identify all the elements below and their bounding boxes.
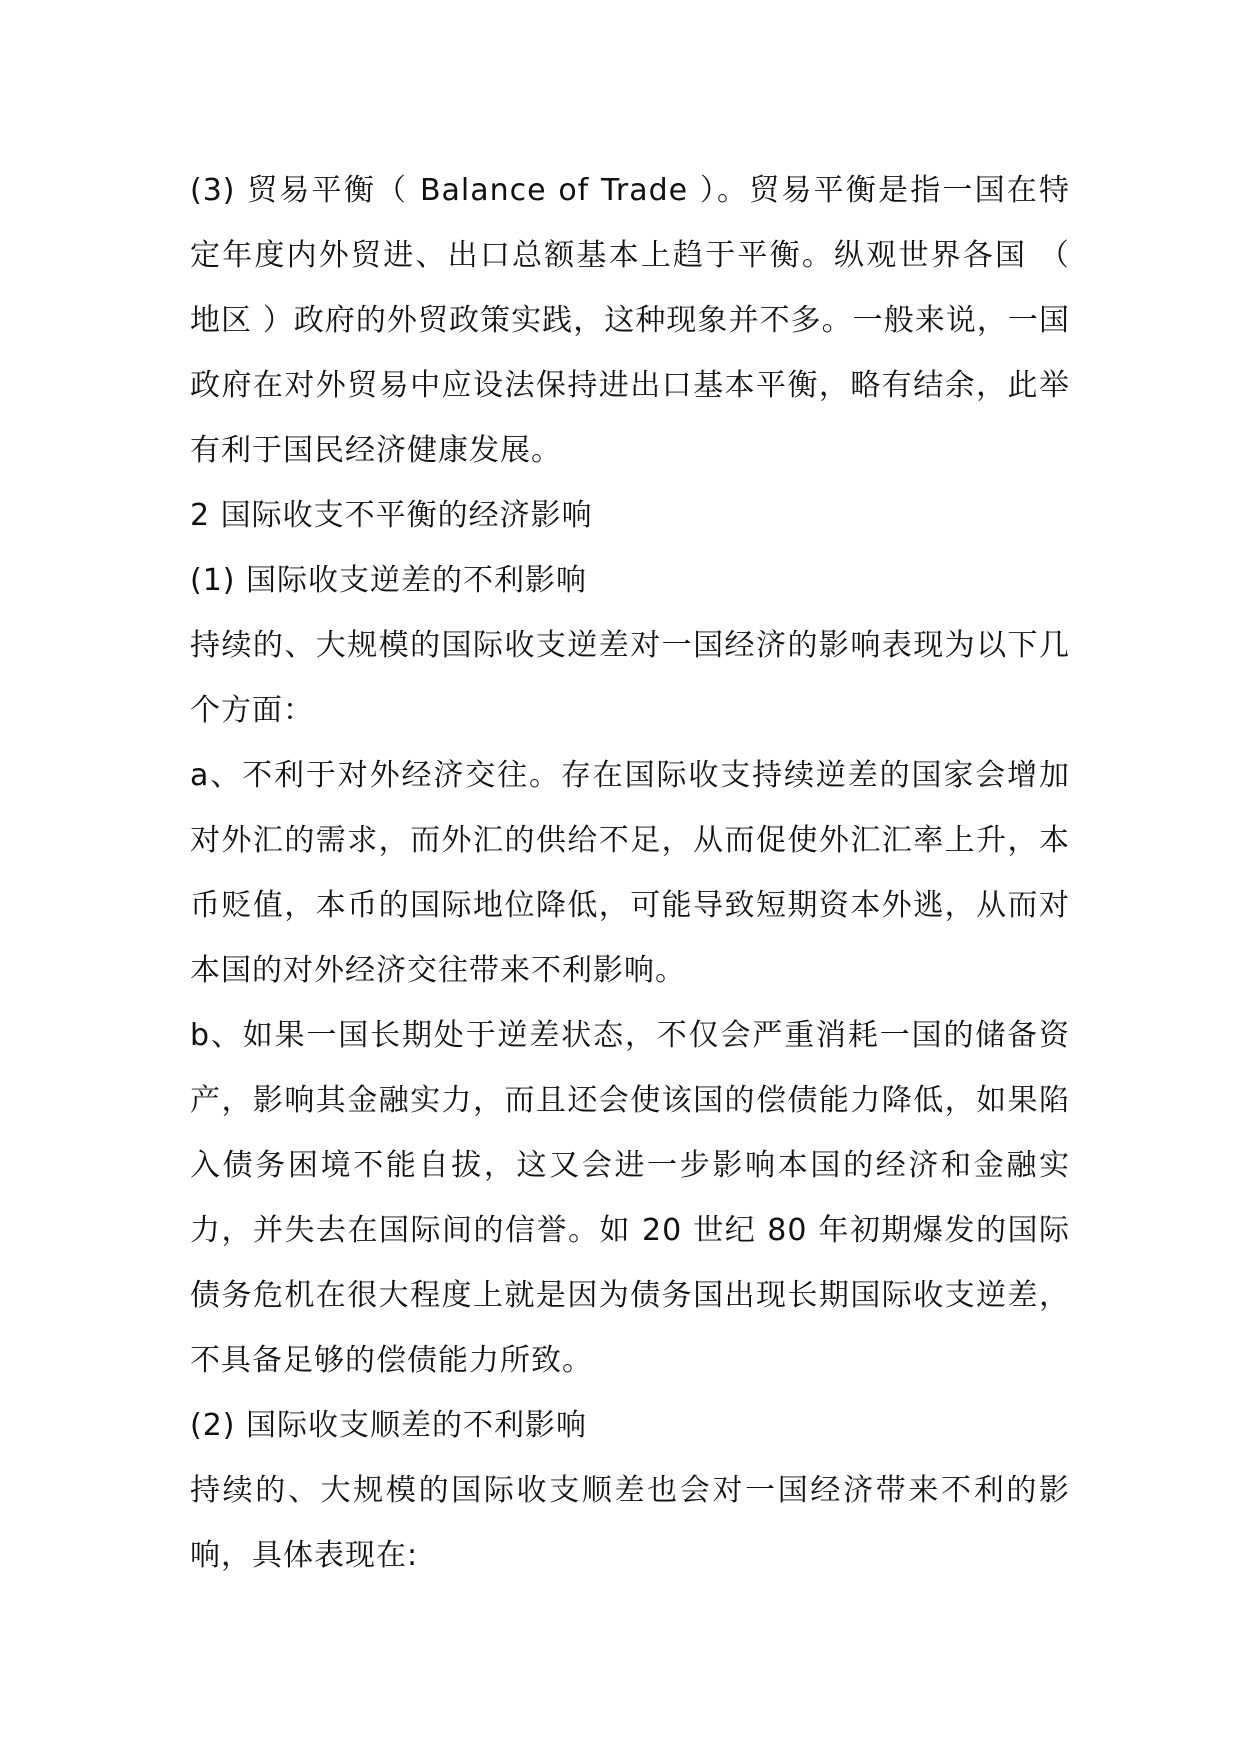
paragraph-trade-balance: (3) 贸易平衡（ Balance of Trade ）。贸易平衡是指一国在特定年度内外贸进、出口总额基本上趋于平衡。纵观世界各国 （ 地区 ）政府的外贸政策实践，这种现象并不多。一般来说，一国政府在对外贸易中应设法保持进出口基本平衡，略有结余，此举有利于国民经济健康发展。 <box>190 173 1070 468</box>
paragraph-deficit-intro: 持续的、大规模的国际收支逆差对一国经济的影响表现为以下几个方面： <box>190 628 1070 728</box>
section-heading-imbalance-effects: 2 国际收支不平衡的经济影响 <box>190 498 593 533</box>
subheading-deficit-effects: (1) 国际收支逆差的不利影响 <box>190 563 588 598</box>
document-body <box>190 158 1070 1588</box>
paragraph-deficit-point-b: b、如果一国长期处于逆差状态，不仅会严重消耗一国的储备资产，影响其金融实力，而且还会使该国的偿债能力降低，如果陷入债务困境不能自拔，这又会进一步影响本国的经济和金融实力，并失去在国际间的信誉。如 20 世纪 80 年初期爆发的国际债务危机在很大程度上就是因为债务国出现长期国际收支逆差，不具备足够的偿债能力所致。 <box>190 1018 1070 1378</box>
subheading-surplus-effects: (2) 国际收支顺差的不利影响 <box>190 1408 588 1443</box>
paragraph-surplus-intro: 持续的、大规模的国际收支顺差也会对一国经济带来不利的影响，具体表现在: <box>190 1473 1070 1573</box>
paragraph-deficit-point-a: a、不利于对外经济交往。存在国际收支持续逆差的国家会增加对外汇的需求，而外汇的供给不足，从而促使外汇汇率上升，本币贬值，本币的国际地位降低，可能导致短期资本外逃，从而对本国的对外经济交往带来不利影响。 <box>190 758 1070 988</box>
